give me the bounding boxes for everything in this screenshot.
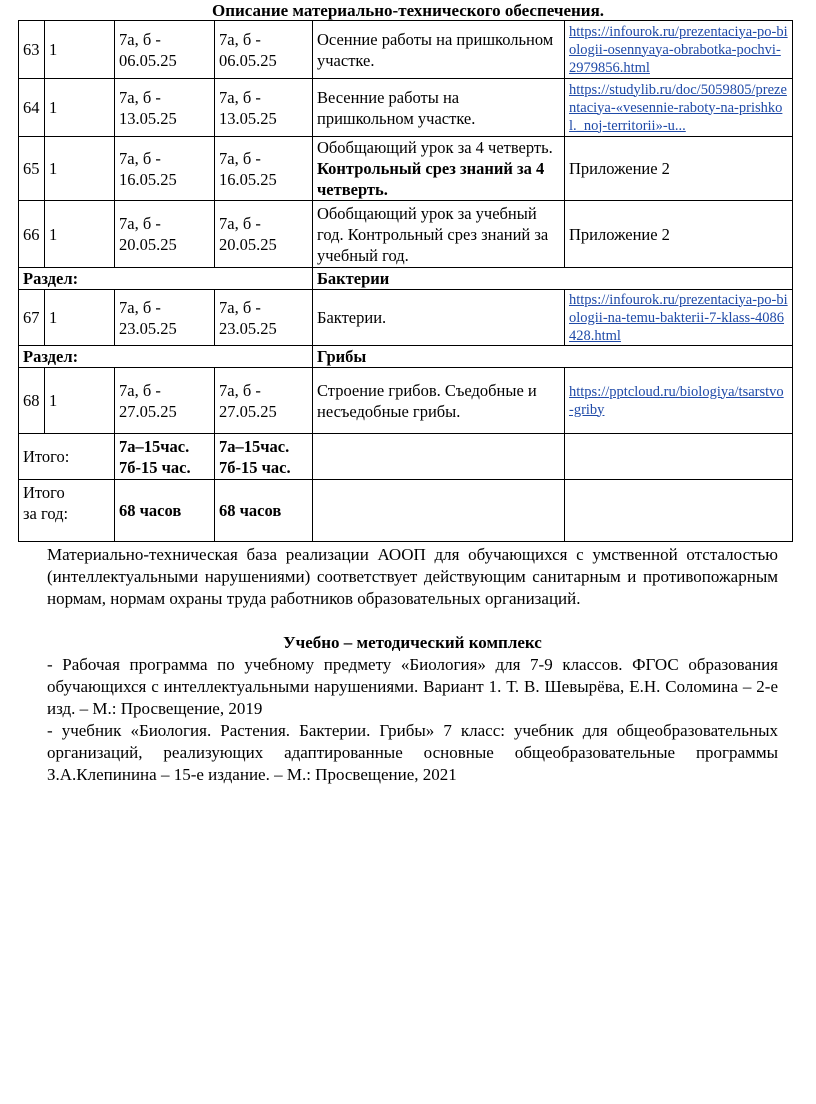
- resource-cell: [565, 79, 793, 137]
- table-row: [19, 290, 793, 346]
- year-total-row: [19, 480, 793, 542]
- table-row: [19, 201, 793, 268]
- lesson-number: 64: [19, 79, 45, 137]
- actual-date: 7а, б - 20.05.25: [215, 201, 313, 268]
- actual-total: 7а–15час. 7б-15 час.: [215, 434, 313, 480]
- section-row: [19, 268, 793, 290]
- lesson-number: 68: [19, 368, 45, 434]
- section-name: Бактерии: [313, 268, 793, 290]
- actual-date: 7а, б - 06.05.25: [215, 21, 313, 79]
- actual-date: 7а, б - 16.05.25: [215, 137, 313, 201]
- section-label: Раздел:: [19, 268, 313, 290]
- year-actual-hours: 68 часов: [215, 480, 313, 542]
- resource-text: Приложение 2: [565, 201, 793, 268]
- lesson-topic: Осенние работы на пришкольном участке.: [313, 21, 565, 79]
- planned-date: 7а, б - 20.05.25: [115, 201, 215, 268]
- hours-count: 1: [45, 368, 115, 434]
- table-row: [19, 21, 793, 79]
- lesson-topic: Обобщающий урок за учебный год. Контрольный срез знаний за учебный год.: [313, 201, 565, 268]
- section-label: Раздел:: [19, 346, 313, 368]
- lesson-number: 65: [19, 137, 45, 201]
- lesson-number: 67: [19, 290, 45, 346]
- hours-count: 1: [45, 21, 115, 79]
- hours-count: 1: [45, 201, 115, 268]
- lesson-topic: Строение грибов. Съедобные и несъедобные грибы.: [313, 368, 565, 434]
- lesson-topic: Весенние работы на пришкольном участке.: [313, 79, 565, 137]
- planned-date: 7а, б - 16.05.25: [115, 137, 215, 201]
- resource-link[interactable]: https://infourok.ru/prezentaciya-po-biologii-na-temu-bakterii-7-klass-4086428.html: [569, 291, 788, 344]
- planned-date: 7а, б - 23.05.25: [115, 290, 215, 346]
- table-row: [19, 79, 793, 137]
- material-base-paragraph: Материально-техническая база реализации АООП для обучающихся с умственной отсталостью (интеллектуальными нарушениями) соответствует действующим санитарным и противопожарным нормам, нормам охраны труда работников образовательных организаций.: [47, 545, 778, 608]
- planned-date: 7а, б - 27.05.25: [115, 368, 215, 434]
- lesson-topic: Обобщающий урок за 4 четверть. Контрольный срез знаний за 4 четверть.: [313, 137, 565, 201]
- table-row: [19, 368, 793, 434]
- lesson-plan-table: [18, 20, 793, 542]
- actual-date: 7а, б - 13.05.25: [215, 79, 313, 137]
- actual-date: 7а, б - 27.05.25: [215, 368, 313, 434]
- hours-count: 1: [45, 79, 115, 137]
- section-name: Грибы: [313, 346, 793, 368]
- complex-item-textbook: - учебник «Биология. Растения. Бактерии. Грибы» 7 класс: учебник для общеобразовательных организаций, реализующих адаптированные основные общеобразовательные программы З.А.Клепинина – 15-е издание. – М.: Просвещение, 2021: [47, 721, 778, 784]
- totals-row: [19, 434, 793, 480]
- resource-link[interactable]: https://pptcloud.ru/biologiya/tsarstvo-griby: [569, 383, 784, 418]
- actual-date: 7а, б - 23.05.25: [215, 290, 313, 346]
- page-title: Описание материально-технического обеспечения.: [211, 1, 605, 20]
- resource-cell: [565, 290, 793, 346]
- complex-item-program: - Рабочая программа по учебному предмету «Биология» для 7-9 классов. ФГОС образования обучающихся с интеллектуальными нарушениями. Вариант 1. Т. В. Шевырёва, Е.Н. Соломина – 2-е изд. – М.: Просвещение, 2019: [47, 655, 778, 718]
- resource-link[interactable]: https://infourok.ru/prezentaciya-po-biologii-osennyaya-obrabotka-pochvi-2979856.html: [569, 23, 788, 76]
- planned-total: 7а–15час. 7б-15 час.: [115, 434, 215, 480]
- lesson-topic: Бактерии.: [313, 290, 565, 346]
- table-row: [19, 137, 793, 201]
- lesson-number: 66: [19, 201, 45, 268]
- year-total-label: Итого за год:: [19, 480, 115, 542]
- planned-date: 7а, б - 13.05.25: [115, 79, 215, 137]
- resource-text: Приложение 2: [565, 137, 793, 201]
- totals-label: Итого:: [19, 434, 115, 480]
- hours-count: 1: [45, 290, 115, 346]
- year-planned-hours: 68 часов: [115, 480, 215, 542]
- resource-cell: [565, 21, 793, 79]
- control-test-note: Контрольный срез знаний за 4 четверть.: [317, 159, 545, 199]
- lesson-number: 63: [19, 21, 45, 79]
- planned-date: 7а, б - 06.05.25: [115, 21, 215, 79]
- resource-cell: [565, 368, 793, 434]
- resource-link[interactable]: https://studylib.ru/doc/5059805/prezentaciya-«vesennie-raboty-na-prishkol._noj-territorii»-u...: [569, 81, 787, 134]
- hours-count: 1: [45, 137, 115, 201]
- section-row: [19, 346, 793, 368]
- complex-heading: Учебно – методический комплекс: [283, 633, 542, 652]
